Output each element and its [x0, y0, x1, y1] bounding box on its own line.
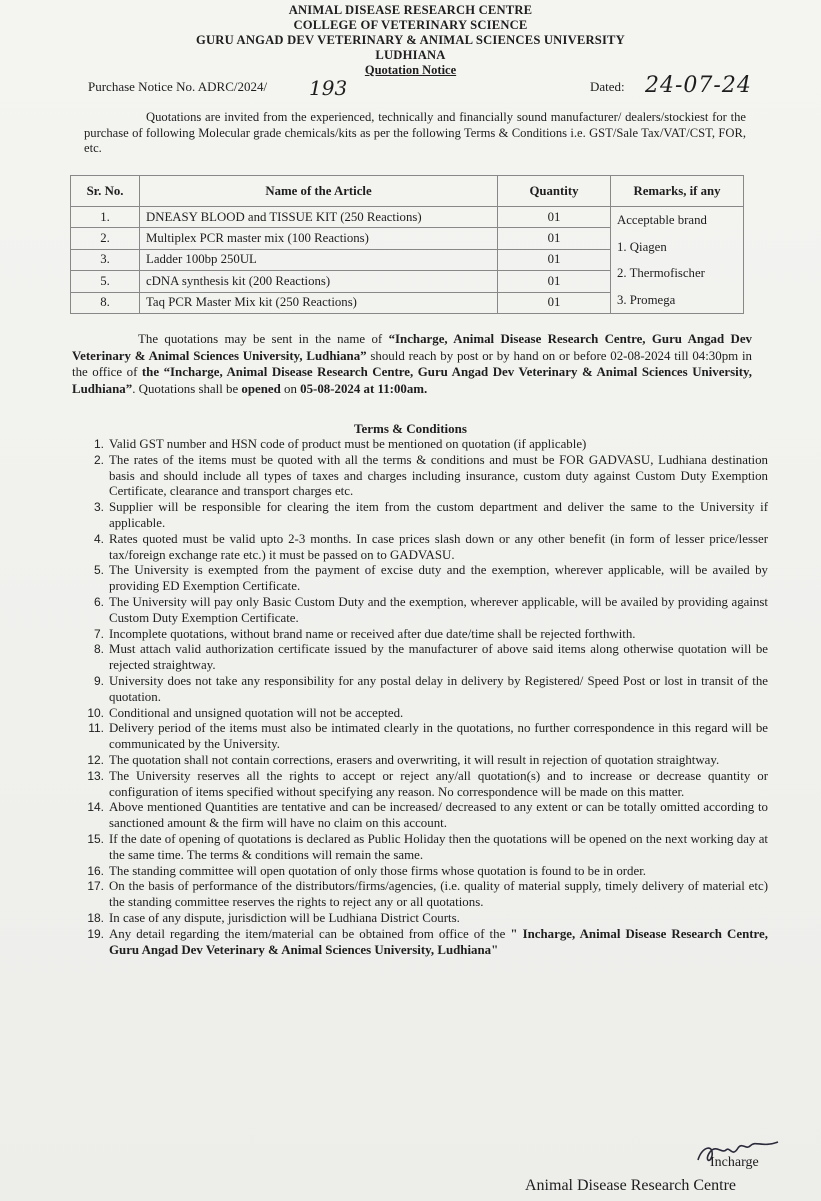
- term-text: Incomplete quotations, without brand name or received after due date/time shall be rejected forthwith.: [109, 626, 636, 641]
- term-number: 19.: [87, 926, 104, 941]
- terms-list: [87, 437, 768, 958]
- term-text: If the date of opening of quotations is declared as Public Holiday then the quotations will be opened on the next working day at the same time. The terms & conditions will remain the same.: [109, 831, 768, 862]
- row-qty: 01: [498, 249, 611, 270]
- term-item: [84, 911, 768, 927]
- purchase-notice-number: 193: [309, 76, 348, 100]
- addressee-bold: “Incharge, Animal Disease Research Centre, Guru Angad Dev Veterinary & Animal Sciences University, Ludhiana”: [72, 332, 753, 363]
- row-qty: 01: [498, 228, 611, 249]
- university-name: GURU ANGAD DEV VETERINARY & ANIMAL SCIENCES UNIVERSITY: [196, 33, 625, 47]
- term-text: The quotation shall not contain corrections, erasers and overwriting, it will result in rejection of quotation straightway.: [109, 752, 720, 767]
- term-number: 10.: [87, 705, 104, 720]
- term-bold-text: " Incharge, Animal Disease Research Centre, Guru Angad Dev Veterinary & Animal Sciences University, Ludhiana": [109, 926, 768, 957]
- term-item: [92, 532, 768, 564]
- term-item: [92, 500, 768, 532]
- college-name: COLLEGE OF VETERINARY SCIENCE: [293, 18, 528, 32]
- term-number: 15.: [87, 831, 104, 846]
- row-sr: 1.: [71, 207, 140, 228]
- term-item: [84, 864, 768, 880]
- term-number: 12.: [87, 752, 104, 767]
- signatory-organisation: Animal Disease Research Centre: [525, 1177, 737, 1194]
- submission-text: on: [280, 381, 301, 396]
- office-bold: the “Incharge, Animal Disease Research Centre, Guru Angad Dev Veterinary & Animal Sciences University, Ludhiana”: [72, 365, 752, 396]
- term-number: 2.: [93, 452, 104, 467]
- row-sr: 3.: [71, 249, 140, 270]
- submission-paragraph: [72, 331, 752, 397]
- dated-label: Dated:: [590, 79, 625, 94]
- opening-date-bold: 05-08-2024 at 11:00am.: [300, 381, 428, 396]
- col-remarks: Remarks, if any: [611, 176, 744, 207]
- submission-text: should reach by post or by hand on or before 02-08-2024 till 04:30pm in the office of: [72, 348, 752, 380]
- term-number: 5.: [93, 563, 104, 578]
- term-number: 18.: [87, 910, 104, 925]
- term-text: Supplier will be responsible for clearing the item from the custom department and deliver the same to the University if applicable.: [109, 500, 768, 530]
- term-item: [92, 595, 768, 627]
- row-sr: 8.: [71, 292, 140, 313]
- term-item: [92, 453, 768, 500]
- term-text: The rates of the items must be quoted with all the terms & conditions and must be FOR GADVASU, Ludhiana destination basis and should include all types of taxes and charges including insurance, custom duty against Custom Duty Exemption Certificate, clearance and transport charges etc.: [109, 452, 768, 499]
- term-number: 1.: [93, 437, 104, 451]
- remarks-cell: [611, 207, 744, 314]
- term-item: [84, 879, 768, 911]
- term-text: Must attach valid authorization certificate issued by the manufacturer of above said items along otherwise quotation will be rejected straightway.: [109, 642, 768, 673]
- acceptable-brand-label: Acceptable brand: [617, 213, 707, 227]
- term-number: 7.: [93, 626, 104, 641]
- row-sr: 2.: [71, 228, 140, 249]
- brand-item: 3. Promega: [617, 292, 676, 307]
- term-item: [92, 563, 768, 595]
- row-sr: 5.: [71, 271, 140, 292]
- term-number: 4.: [93, 531, 104, 546]
- brand-item: 1. Qiagen: [617, 239, 667, 254]
- term-text: Delivery period of the items must also be intimated clearly in the quotations, no further correspondence in this regard will be communicated by the University.: [109, 721, 768, 752]
- term-number: 11.: [88, 721, 104, 736]
- col-quantity: Quantity: [498, 176, 611, 207]
- term-text: The University will pay only Basic Custom Duty and the exemption, wherever applicable, will be availed by providing against Custom Duty Exemption Certificate.: [109, 594, 768, 625]
- term-item: [92, 674, 768, 706]
- term-item: [84, 800, 768, 832]
- col-sr-no: Sr. No.: [71, 176, 140, 207]
- term-number: 13.: [87, 768, 104, 783]
- table-row: [71, 207, 744, 228]
- term-item: [84, 769, 768, 801]
- row-article: cDNA synthesis kit (200 Reactions): [140, 271, 498, 292]
- signatory-title: Incharge: [710, 1155, 759, 1170]
- term-number: 16.: [87, 863, 104, 878]
- row-article: Ladder 100bp 250UL: [140, 249, 498, 270]
- row-qty: 01: [498, 207, 611, 228]
- term-text: Any detail regarding the item/material can be obtained from office of the: [109, 926, 511, 941]
- row-article: Taq PCR Master Mix kit (250 Reactions): [140, 292, 498, 313]
- notice-date: 24-07-24: [645, 73, 752, 98]
- term-number: 14.: [87, 800, 104, 815]
- centre-name: ANIMAL DISEASE RESEARCH CENTRE: [288, 3, 533, 17]
- term-text: Rates quoted must be valid upto 2-3 months. In case prices slash down or any other benefit (in form of lesser price/lesser tax/foreign exchange rate etc.) it must be passed on to GADVASU.: [109, 531, 768, 562]
- term-item: [84, 706, 768, 722]
- term-text: In case of any dispute, jurisdiction will be Ludhiana District Courts.: [109, 910, 460, 925]
- term-text: The University reserves all the rights to accept or reject any/all quotation(s) and to increase or decrease quantity or configuration of items specified without specifying any reason. No correspondence will be made on this matter.: [109, 768, 768, 799]
- term-text: The University is exempted from the payment of excise duty and the exemption, wherever applicable, will be availed by providing ED Exemption Certificate.: [109, 563, 768, 594]
- col-article-name: Name of the Article: [140, 176, 498, 207]
- letterhead: [0, 0, 821, 78]
- term-item: [84, 753, 768, 769]
- term-item: [92, 642, 768, 674]
- submission-text: . Quotations shall be: [132, 381, 242, 396]
- terms-title: Terms & Conditions: [354, 421, 467, 436]
- term-number: 6.: [93, 594, 104, 609]
- term-item: [92, 627, 768, 643]
- intro-paragraph: Quotations are invited from the experienced, technically and financially sound manufacturer/ dealers/stockiest for the purchase of following Molecular grade chemicals/kits as per the following Terms & Conditions i.e. GST/Sale Tax/VAT/CST, FOR, etc.: [84, 110, 746, 156]
- opened-bold: opened: [241, 381, 281, 396]
- notice-title: Quotation Notice: [364, 63, 457, 77]
- row-article: Multiplex PCR master mix (100 Reactions): [140, 228, 498, 249]
- row-qty: 01: [498, 271, 611, 292]
- term-number: 9.: [93, 673, 104, 688]
- term-item: [84, 832, 768, 864]
- articles-table: [70, 175, 744, 314]
- submission-text: The quotations may be sent in the name of: [138, 332, 389, 346]
- table-header-row: [71, 176, 744, 207]
- term-text: Valid GST number and HSN code of product must be mentioned on quotation (if applicable): [109, 437, 587, 451]
- term-text: University does not take any responsibility for any postal delay in delivery by Registered/ Speed Post or lost in transit of the quotation.: [109, 673, 768, 704]
- term-item: [92, 437, 768, 453]
- term-number: 8.: [93, 642, 104, 657]
- term-number: 17.: [87, 879, 104, 894]
- brand-item: 2. Thermofischer: [617, 266, 705, 280]
- term-text: Above mentioned Quantities are tentative and can be increased/ decreased to any extent or can be totally omitted according to sanctioned amount & the firm will have no claim on this account.: [109, 800, 768, 831]
- city-name: LUDHIANA: [375, 48, 446, 62]
- purchase-notice-label: Purchase Notice No. ADRC/2024/: [88, 79, 268, 94]
- term-text: On the basis of performance of the distributors/firms/agencies, (i.e. quality of material supply, timely delivery of material etc) the standing committee reserves the rights to reject any or all quotations.: [109, 879, 768, 910]
- term-text: Conditional and unsigned quotation will not be accepted.: [109, 705, 404, 720]
- row-article: DNEASY BLOOD and TISSUE KIT (250 Reactions): [140, 207, 498, 228]
- term-number: 3.: [93, 500, 104, 515]
- term-item: [84, 927, 768, 959]
- term-text: The standing committee will open quotation of only those firms whose quotation is found to be in order.: [109, 863, 647, 878]
- row-qty: 01: [498, 292, 611, 313]
- term-item: [84, 721, 768, 753]
